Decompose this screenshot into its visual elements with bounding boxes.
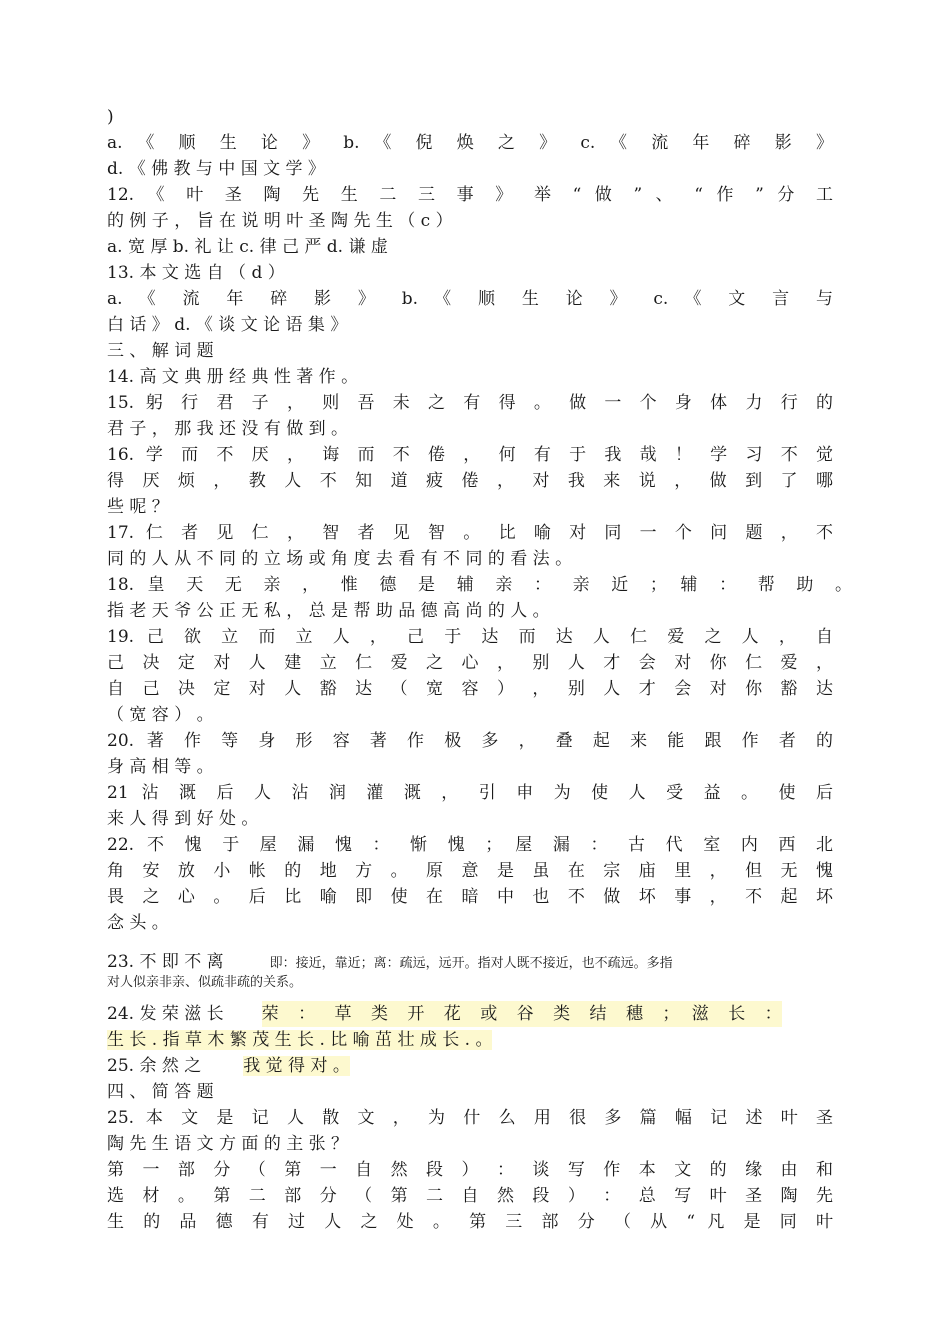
text-line: 15. 躬 行 君 子 ， 则 吾 未 之 有 得 。 做 一 个 身 体 力 行 的 <box>107 393 833 413</box>
text-line-25a <box>107 1053 833 1079</box>
text-line: 13. 本 文 选 自 （ d ） <box>107 263 285 283</box>
term-25: 25. 余 然 之 <box>107 1056 202 1076</box>
text-line: 25. 本 文 是 记 人 散 文 ， 为 什 么 用 很 多 篇 幅 记 述 叶 圣 <box>107 1108 833 1128</box>
text-line: 12. 《 叶 圣 陶 先 生 二 三 事 》 举 “ 做 ” 、 “ 作 ” 分 工 <box>107 185 833 205</box>
text-line: 三 、 解 词 题 <box>107 341 214 361</box>
text-line: 身 高 相 等 。 <box>107 757 214 777</box>
text-line: ) <box>107 107 114 127</box>
text-line-23-cont: 对人似亲非亲、似疏非疏的关系。 <box>107 975 303 990</box>
text-line: 22. 不 愧 于 屋 漏 愧 ： 惭 愧 ； 屋 漏 ： 古 代 室 内 西 北 <box>107 835 833 855</box>
text-line: 四 、 简 答 题 <box>107 1082 214 1102</box>
text-line: 些 呢 ？ <box>107 497 169 517</box>
text-line: 20. 著 作 等 身 形 容 著 作 极 多 ， 叠 起 来 能 跟 作 者 的 <box>107 731 833 751</box>
text-line: 念 头 。 <box>107 913 169 933</box>
text-line: 角 安 放 小 帐 的 地 方 。 原 意 是 虽 在 宗 庙 里 ， 但 无 愧 <box>107 861 833 881</box>
text-line: 指 老 天 爷 公 正 无 私 ， 总 是 帮 助 品 德 高 尚 的 人 。 <box>107 601 550 621</box>
text-line: 来 人 得 到 好 处 。 <box>107 809 259 829</box>
text-line: 的 例 子 ， 旨 在 说 明 叶 圣 陶 先 生 （ c ） <box>107 211 453 231</box>
text-line: 16. 学 而 不 厌 ， 诲 而 不 倦 ， 何 有 于 我 哉 ！ 学 习 不 觉 <box>107 445 833 465</box>
text-line: 14. 高 文 典 册 经 典 性 著 作 。 <box>107 367 359 387</box>
definition-25: 我 觉 得 对 。 <box>243 1056 350 1076</box>
text-line: d. 《 佛 教 与 中 国 文 学 》 <box>107 159 325 179</box>
text-line: 第 一 部 分 （ 第 一 自 然 段 ） ： 谈 写 作 本 文 的 缘 由 和 <box>107 1160 833 1180</box>
text-line: 同 的 人 从 不 同 的 立 场 或 角 度 去 看 有 不 同 的 看 法 。 <box>107 549 573 569</box>
text-line: 选 材 。 第 二 部 分 （ 第 二 自 然 段 ） ： 总 写 叶 圣 陶 先 <box>107 1186 833 1206</box>
text-line: 畏 之 心 。 后 比 喻 即 使 在 暗 中 也 不 做 坏 事 ， 不 起 坏 <box>107 887 833 907</box>
text-line-24-cont <box>107 1027 833 1053</box>
text-line: 陶 先 生 语 文 方 面 的 主 张 ？ <box>107 1134 349 1154</box>
text-line: a. 《 顺 生 论 》 b. 《 倪 焕 之 》 c. 《 流 年 碎 影 》 <box>107 133 833 153</box>
text-line: 生 的 品 德 有 过 人 之 处 。 第 三 部 分 （ 从 “ 凡 是 同 叶 <box>107 1212 833 1232</box>
term-23: 23. 不 即 不 离 <box>107 952 224 972</box>
text-line: a. 《 流 年 碎 影 》 b. 《 顺 生 论 》 c. 《 文 言 与 <box>107 289 833 309</box>
text-line: （ 宽 容 ） 。 <box>107 705 214 725</box>
text-line: 君 子 ， 那 我 还 没 有 做 到 。 <box>107 419 349 439</box>
text-line: 白 话 》 d. 《 谈 文 论 语 集 》 <box>107 315 348 335</box>
text-line: 得 厌 烦 ， 教 人 不 知 道 疲 倦 ， 对 我 来 说 ， 做 到 了 哪 <box>107 471 833 491</box>
text-line: 19. 己 欲 立 而 立 人 ， 己 于 达 而 达 人 仁 爱 之 人 ， 自 <box>107 627 833 647</box>
definition-24: 荣 ： 草 类 开 花 或 谷 类 结 穗 ； 滋 长 ： <box>262 1001 782 1027</box>
text-line: a. 宽 厚 b. 礼 让 c. 律 己 严 d. 谦 虚 <box>107 237 388 257</box>
text-line: 己 决 定 对 人 建 立 仁 爱 之 心 ， 别 人 才 会 对 你 仁 爱 ， <box>107 653 833 673</box>
text-line: 17. 仁 者 见 仁 ， 智 者 见 智 。 比 喻 对 同 一 个 问 题 ， 不 <box>107 523 833 543</box>
term-24: 24. 发 荣 滋 长 <box>107 1004 224 1024</box>
text-line-24 <box>107 1001 847 1027</box>
text-line: 自 己 决 定 对 人 豁 达 （ 宽 容 ） ， 别 人 才 会 对 你 豁 达 <box>107 679 833 699</box>
definition-24-cont: 生 长 . 指 草 木 繁 茂 生 长 . 比 喻 茁 壮 成 长 . 。 <box>107 1030 493 1050</box>
text-line: 21 沾 溉 后 人 沾 润 灌 溉 ， 引 申 为 使 人 受 益 。 使 后 <box>107 783 833 803</box>
text-line: 18. 皇 天 无 亲 ， 惟 德 是 辅 亲 ： 亲 近 ； 辅 ： 帮 助 。 <box>107 575 852 595</box>
definition-23: 即：接近，靠近；离：疏远，远开。指对人既不接近，也不疏远。多指 <box>269 956 673 971</box>
